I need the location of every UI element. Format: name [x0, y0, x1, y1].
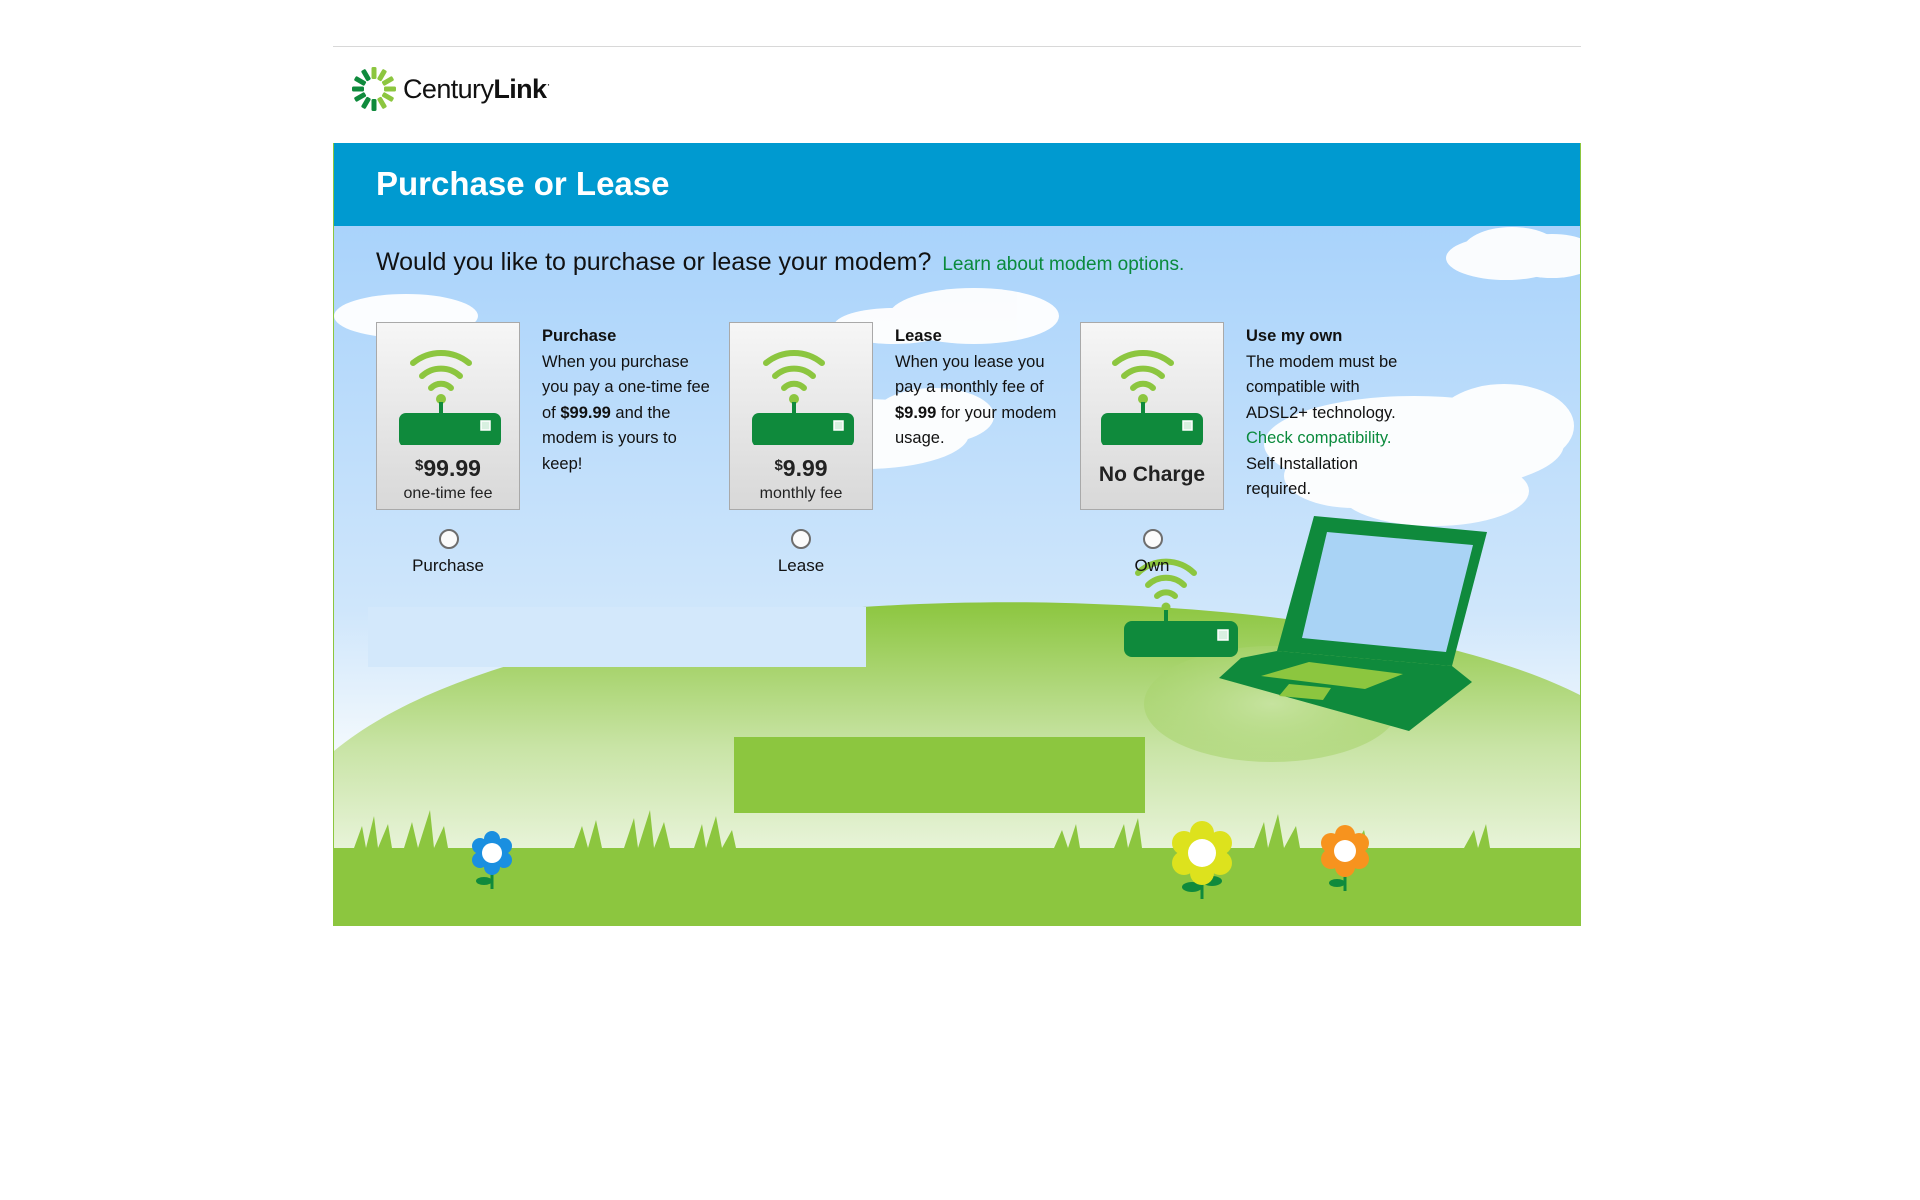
scene [334, 226, 1581, 926]
lease-price [730, 455, 872, 482]
own-title: Use my own [1246, 327, 1343, 345]
own-radio-label[interactable]: Own [1134, 556, 1170, 575]
lease-desc-1: When you lease you pay a monthly fee of [895, 352, 1045, 396]
own-desc-2: Self Installation required. [1246, 454, 1358, 498]
lease-radio[interactable] [791, 529, 811, 549]
lease-price-value: 9.99 [782, 455, 828, 481]
continue-button[interactable] [734, 737, 1145, 813]
modem-wifi-icon [1099, 349, 1203, 445]
own-price: No Charge [1098, 463, 1206, 486]
purchase-price [377, 455, 519, 482]
purchase-price-sub: one-time fee [403, 485, 493, 502]
panel-header [334, 143, 1581, 226]
purchase-price-value: 99.99 [423, 455, 481, 481]
centurylink-logo[interactable] [351, 66, 550, 112]
message-area [368, 607, 866, 667]
check-compatibility-link[interactable]: Check compatibility. [1246, 429, 1392, 447]
page [333, 46, 1581, 575]
purchase-desc-1: When you purchase you pay a one-time fee of [542, 352, 710, 422]
own-card[interactable] [1080, 322, 1224, 510]
lease-description [895, 324, 1065, 452]
centurylink-burst-icon [351, 66, 397, 112]
page-title: Purchase or Lease [376, 165, 670, 202]
purchase-title: Purchase [542, 327, 617, 345]
question-row [376, 248, 1184, 277]
lease-desc-bold: $9.99 [895, 403, 937, 422]
question-text: Would you like to purchase or lease your modem? [376, 248, 932, 276]
purchase-radio-label[interactable]: Purchase [412, 556, 484, 575]
lease-desc-2: for your modem usage. [895, 403, 1057, 447]
own-desc-1: The modem must be compatible with ADSL2+ technology. [1246, 352, 1398, 422]
purchase-description [542, 324, 712, 477]
logo-wordmark [403, 74, 550, 105]
lease-card[interactable] [729, 322, 873, 510]
lease-price-sub: monthly fee [759, 485, 843, 502]
own-description [1246, 324, 1416, 503]
modem-wifi-icon [397, 349, 501, 445]
logo-word-link: Link [493, 73, 547, 104]
logo-trademark: · [546, 76, 550, 91]
purchase-radio[interactable] [439, 529, 459, 549]
purchase-desc-2: and the modem is yours to keep! [542, 403, 677, 473]
lease-title: Lease [895, 327, 942, 345]
learn-modem-options-link[interactable]: Learn about modem options. [942, 254, 1185, 275]
modem-options-panel [333, 143, 1581, 926]
modem-wifi-icon [750, 349, 854, 445]
purchase-desc-bold: $99.99 [560, 403, 611, 422]
top-divider [333, 46, 1581, 47]
lease-currency: $ [774, 457, 783, 474]
purchase-card[interactable] [376, 322, 520, 510]
purchase-currency: $ [415, 457, 424, 474]
lease-radio-label[interactable]: Lease [777, 556, 825, 575]
own-radio[interactable] [1143, 529, 1163, 549]
logo-word-century: Century [403, 73, 494, 104]
